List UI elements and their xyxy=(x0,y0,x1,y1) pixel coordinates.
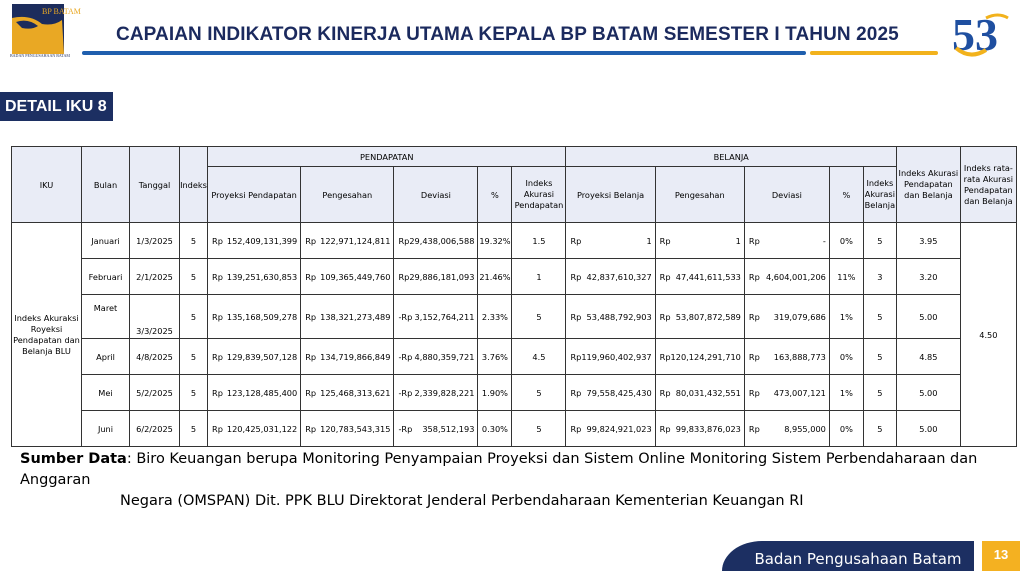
cell-indeks-akurasi-pb: 3.20 xyxy=(896,259,960,295)
cell-indeks-akurasi-belanja: 5 xyxy=(863,411,896,447)
currency-label: Rp xyxy=(212,387,223,398)
amount-value: 135,168,509,278 xyxy=(226,311,298,322)
cell-indeks-akurasi-pb: 3.95 xyxy=(896,223,960,259)
cell-pengesahan_b xyxy=(655,339,744,375)
cell-pengesahan_b xyxy=(655,295,744,339)
header-iku: IKU xyxy=(12,147,82,223)
cell-indeks: 5 xyxy=(180,375,208,411)
logo-text: BP BATAM xyxy=(42,7,81,16)
cell-deviasi_p xyxy=(394,375,478,411)
cell-indeks-akurasi-pb: 5.00 xyxy=(896,411,960,447)
cell-indeks-akurasi-pendapatan: 5 xyxy=(512,375,566,411)
cell-indeks-akurasi-pendapatan: 5 xyxy=(512,295,566,339)
table-row xyxy=(12,259,1017,295)
currency-label: -Rp xyxy=(398,387,413,398)
cell-proyeksi_b xyxy=(566,375,655,411)
title-underline-blue xyxy=(82,51,806,55)
table-row xyxy=(12,295,1017,339)
cell-indeks: 5 xyxy=(180,295,208,339)
cell-proyeksi_b xyxy=(566,223,655,259)
currency-label: Rp xyxy=(570,311,582,322)
cell-proyeksi_p xyxy=(208,375,301,411)
cell-deviasi_p xyxy=(394,223,478,259)
cell-tanggal: 4/8/2025 xyxy=(130,339,180,375)
cell-indeks: 5 xyxy=(180,411,208,447)
currency-label: Rp xyxy=(305,351,317,362)
cell-pct-belanja: 11% xyxy=(829,259,863,295)
amount-value: 358,512,193 xyxy=(422,423,475,434)
cell-proyeksi_b xyxy=(566,259,655,295)
amount-value: 319,079,686 xyxy=(773,311,826,322)
cell-indeks-akurasi-pb: 5.00 xyxy=(896,375,960,411)
currency-label: Rp xyxy=(570,351,582,362)
amount-value: 29,886,181,093 xyxy=(409,271,475,282)
cell-pct-pendapatan: 2.33% xyxy=(478,295,512,339)
amount-value: 99,824,921,023 xyxy=(586,423,652,434)
cell-indeks: 5 xyxy=(180,259,208,295)
header-indeks: Indeks xyxy=(180,147,208,223)
amount-value: 3,152,764,211 xyxy=(414,311,475,322)
table-row xyxy=(12,339,1017,375)
currency-label: -Rp xyxy=(398,423,413,434)
amount-value: 80,031,432,551 xyxy=(675,387,741,398)
iku-detail-table xyxy=(11,146,1017,447)
cell-proyeksi_b xyxy=(566,339,655,375)
logo-caption: BADAN PENGUSAHAAN BATAM xyxy=(10,53,70,58)
cell-deviasi_p xyxy=(394,411,478,447)
source-line-2: Negara (OMSPAN) Dit. PPK BLU Direktorat Jenderal Perbendaharaan Kementerian Keuangan RI xyxy=(120,493,804,509)
cell-deviasi_p xyxy=(394,339,478,375)
anniversary-53-logo xyxy=(950,4,1014,60)
cell-pct-pendapatan: 1.90% xyxy=(478,375,512,411)
cell-tanggal: 6/2/2025 xyxy=(130,411,180,447)
cell-tanggal: 1/3/2025 xyxy=(130,223,180,259)
amount-value: 473,007,121 xyxy=(773,387,826,398)
header-bulan: Bulan xyxy=(82,147,130,223)
cell-indeks-akurasi-belanja: 5 xyxy=(863,295,896,339)
header-pengesahan-belanja: Pengesahan xyxy=(655,167,744,223)
cell-indeks: 5 xyxy=(180,339,208,375)
cell-indeks-akurasi-pendapatan: 5 xyxy=(512,411,566,447)
cell-bulan: Januari xyxy=(82,223,130,259)
table-row xyxy=(12,411,1017,447)
section-badge: DETAIL IKU 8 xyxy=(0,92,113,121)
header-proyeksi-belanja: Proyeksi Belanja xyxy=(566,167,655,223)
cell-deviasi_p xyxy=(394,259,478,295)
cell-proyeksi_p xyxy=(208,223,301,259)
cell-tanggal: 2/1/2025 xyxy=(130,259,180,295)
cell-tanggal: 3/3/2025 xyxy=(130,295,180,339)
table-body xyxy=(12,223,1017,447)
cell-bulan: Mei xyxy=(82,375,130,411)
amount-value: 8,955,000 xyxy=(784,423,826,434)
cell-indeks-rata: 4.50 xyxy=(960,223,1016,447)
amount-value: 47,441,611,533 xyxy=(675,271,741,282)
cell-pengesahan_p xyxy=(301,259,394,295)
title-underline-gold xyxy=(810,51,938,55)
currency-label: Rp xyxy=(398,235,410,246)
amount-value: 42,837,610,327 xyxy=(586,271,652,282)
currency-label: Rp xyxy=(748,351,760,362)
currency-label: Rp xyxy=(212,423,223,434)
cell-pengesahan_p xyxy=(301,339,394,375)
page-number: 13 xyxy=(982,541,1020,571)
cell-pct-belanja: 0% xyxy=(829,223,863,259)
cell-bulan: April xyxy=(82,339,130,375)
cell-pengesahan_p xyxy=(301,223,394,259)
amount-value: 120,783,543,315 xyxy=(320,423,391,434)
currency-label: Rp xyxy=(659,387,671,398)
amount-value: 1 xyxy=(735,235,741,246)
cell-indeks-akurasi-pendapatan: 1 xyxy=(512,259,566,295)
header-indeks-akurasi-pendapatan: Indeks Akurasi Pendapatan xyxy=(512,167,566,223)
currency-label: Rp xyxy=(305,235,317,246)
currency-label: Rp xyxy=(570,423,582,434)
amount-value: 139,251,630,853 xyxy=(226,271,298,282)
table-row xyxy=(12,375,1017,411)
header-indeks-rata: Indeks rata-rata Akurasi Pendapatan dan Belanja xyxy=(960,147,1016,223)
cell-proyeksi_p xyxy=(208,295,301,339)
cell-indeks: 5 xyxy=(180,223,208,259)
currency-label: Rp xyxy=(659,311,671,322)
currency-label: Rp xyxy=(748,387,760,398)
source-label: Sumber Data xyxy=(20,451,127,467)
cell-pct-pendapatan: 0.30% xyxy=(478,411,512,447)
cell-pengesahan_b xyxy=(655,259,744,295)
amount-value: 53,807,872,589 xyxy=(675,311,741,322)
cell-pct-pendapatan: 21.46% xyxy=(478,259,512,295)
amount-value: 2,339,828,221 xyxy=(414,387,475,398)
cell-deviasi_b xyxy=(744,223,829,259)
cell-pct-belanja: 0% xyxy=(829,339,863,375)
cell-indeks-akurasi-pb: 4.85 xyxy=(896,339,960,375)
amount-value: 125,468,313,621 xyxy=(320,387,391,398)
amount-value: 152,409,131,399 xyxy=(226,235,298,246)
cell-pengesahan_b xyxy=(655,375,744,411)
currency-label: Rp xyxy=(305,311,317,322)
currency-label: Rp xyxy=(659,271,671,282)
cell-indeks-akurasi-pendapatan: 4.5 xyxy=(512,339,566,375)
cell-pct-belanja: 1% xyxy=(829,375,863,411)
amount-value: 29,438,006,588 xyxy=(409,235,475,246)
cell-proyeksi_p xyxy=(208,339,301,375)
data-source-note xyxy=(20,449,1024,512)
currency-label: Rp xyxy=(570,235,582,246)
amount-value: 120,124,291,710 xyxy=(670,351,741,362)
cell-pengesahan_b xyxy=(655,411,744,447)
cell-pengesahan_b xyxy=(655,223,744,259)
table-row xyxy=(12,223,1017,259)
cell-deviasi_b xyxy=(744,259,829,295)
currency-label: -Rp xyxy=(398,311,413,322)
amount-value: 53,488,792,903 xyxy=(586,311,652,322)
currency-label: Rp xyxy=(748,423,760,434)
amount-value: 79,558,425,430 xyxy=(586,387,652,398)
currency-label: Rp xyxy=(398,271,410,282)
currency-label: Rp xyxy=(570,271,582,282)
bp-batam-logo xyxy=(12,4,81,54)
cell-pct-belanja: 1% xyxy=(829,295,863,339)
cell-proyeksi_b xyxy=(566,411,655,447)
cell-pct-pendapatan: 19.32% xyxy=(478,223,512,259)
cell-iku-name: Indeks Akuraksi Royeksi Pendapatan dan Belanja BLU xyxy=(12,223,82,447)
cell-bulan: Juni xyxy=(82,411,130,447)
cell-indeks-akurasi-belanja: 5 xyxy=(863,339,896,375)
amount-value: 4,604,001,206 xyxy=(765,271,826,282)
cell-indeks-akurasi-belanja: 5 xyxy=(863,223,896,259)
currency-label: -Rp xyxy=(398,351,413,362)
header-proyeksi-pendapatan: Proyeksi Pendapatan xyxy=(208,167,301,223)
header-deviasi-pendapatan: Deviasi xyxy=(394,167,478,223)
currency-label: Rp xyxy=(659,235,671,246)
amount-value: 119,960,402,937 xyxy=(581,351,652,362)
header-pengesahan-pendapatan: Pengesahan xyxy=(301,167,394,223)
cell-pct-belanja: 0% xyxy=(829,411,863,447)
currency-label: Rp xyxy=(212,311,223,322)
cell-deviasi_b xyxy=(744,411,829,447)
amount-value: 99,833,876,023 xyxy=(675,423,741,434)
currency-label: Rp xyxy=(212,351,223,362)
amount-value: 122,971,124,811 xyxy=(320,235,391,246)
cell-indeks-akurasi-pb: 5.00 xyxy=(896,295,960,339)
amount-value: 1 xyxy=(646,235,652,246)
cell-pengesahan_p xyxy=(301,375,394,411)
amount-value: 4,880,359,721 xyxy=(414,351,475,362)
currency-label: Rp xyxy=(748,311,760,322)
currency-label: Rp xyxy=(212,271,223,282)
amount-value: 129,839,507,128 xyxy=(226,351,298,362)
header-belanja: BELANJA xyxy=(566,147,896,167)
cell-tanggal: 5/2/2025 xyxy=(130,375,180,411)
source-separator: : xyxy=(126,451,132,467)
source-line-1: Biro Keuangan berupa Monitoring Penyampaian Proyeksi dan Sistem Online Monitoring Sistem Perbendaharaan dan Anggaran xyxy=(20,451,978,488)
cell-pct-pendapatan: 3.76% xyxy=(478,339,512,375)
footer-org-band: Badan Pengusahaan Batam xyxy=(722,541,974,571)
header-tanggal: Tanggal xyxy=(130,147,180,223)
cell-proyeksi_p xyxy=(208,259,301,295)
amount-value: 123,128,485,400 xyxy=(226,387,298,398)
header-pct-belanja: % xyxy=(829,167,863,223)
currency-label: Rp xyxy=(659,423,671,434)
amount-value: 109,365,449,760 xyxy=(320,271,391,282)
currency-label: Rp xyxy=(305,423,317,434)
amount-value: - xyxy=(822,235,826,246)
header-pendapatan: PENDAPATAN xyxy=(208,147,566,167)
cell-proyeksi_p xyxy=(208,411,301,447)
cell-bulan: Februari xyxy=(82,259,130,295)
cell-deviasi_b xyxy=(744,295,829,339)
cell-indeks-akurasi-pendapatan: 1.5 xyxy=(512,223,566,259)
header-pct-pendapatan: % xyxy=(478,167,512,223)
cell-pengesahan_p xyxy=(301,295,394,339)
cell-pengesahan_p xyxy=(301,411,394,447)
currency-label: Rp xyxy=(305,387,317,398)
header-indeks-akurasi-pb: Indeks Akurasi Pendapatan dan Belanja xyxy=(896,147,960,223)
cell-deviasi_b xyxy=(744,375,829,411)
cell-indeks-akurasi-belanja: 3 xyxy=(863,259,896,295)
currency-label: Rp xyxy=(305,271,317,282)
currency-label: Rp xyxy=(748,235,760,246)
cell-deviasi_b xyxy=(744,339,829,375)
amount-value: 120,425,031,122 xyxy=(226,423,298,434)
cell-proyeksi_b xyxy=(566,295,655,339)
currency-label: Rp xyxy=(659,351,671,362)
anniversary-number: 53 xyxy=(952,9,998,60)
currency-label: Rp xyxy=(212,235,223,246)
amount-value: 134,719,866,849 xyxy=(320,351,391,362)
header-indeks-akurasi-belanja: Indeks Akurasi Belanja xyxy=(863,167,896,223)
currency-label: Rp xyxy=(570,387,582,398)
amount-value: 138,321,273,489 xyxy=(320,311,391,322)
amount-value: 163,888,773 xyxy=(773,351,826,362)
cell-indeks-akurasi-belanja: 5 xyxy=(863,375,896,411)
header-deviasi-belanja: Deviasi xyxy=(744,167,829,223)
currency-label: Rp xyxy=(748,271,760,282)
cell-bulan: Maret xyxy=(82,295,130,339)
cell-deviasi_p xyxy=(394,295,478,339)
page-title: CAPAIAN INDIKATOR KINERJA UTAMA KEPALA BP BATAM SEMESTER I TAHUN 2025 xyxy=(116,24,899,45)
